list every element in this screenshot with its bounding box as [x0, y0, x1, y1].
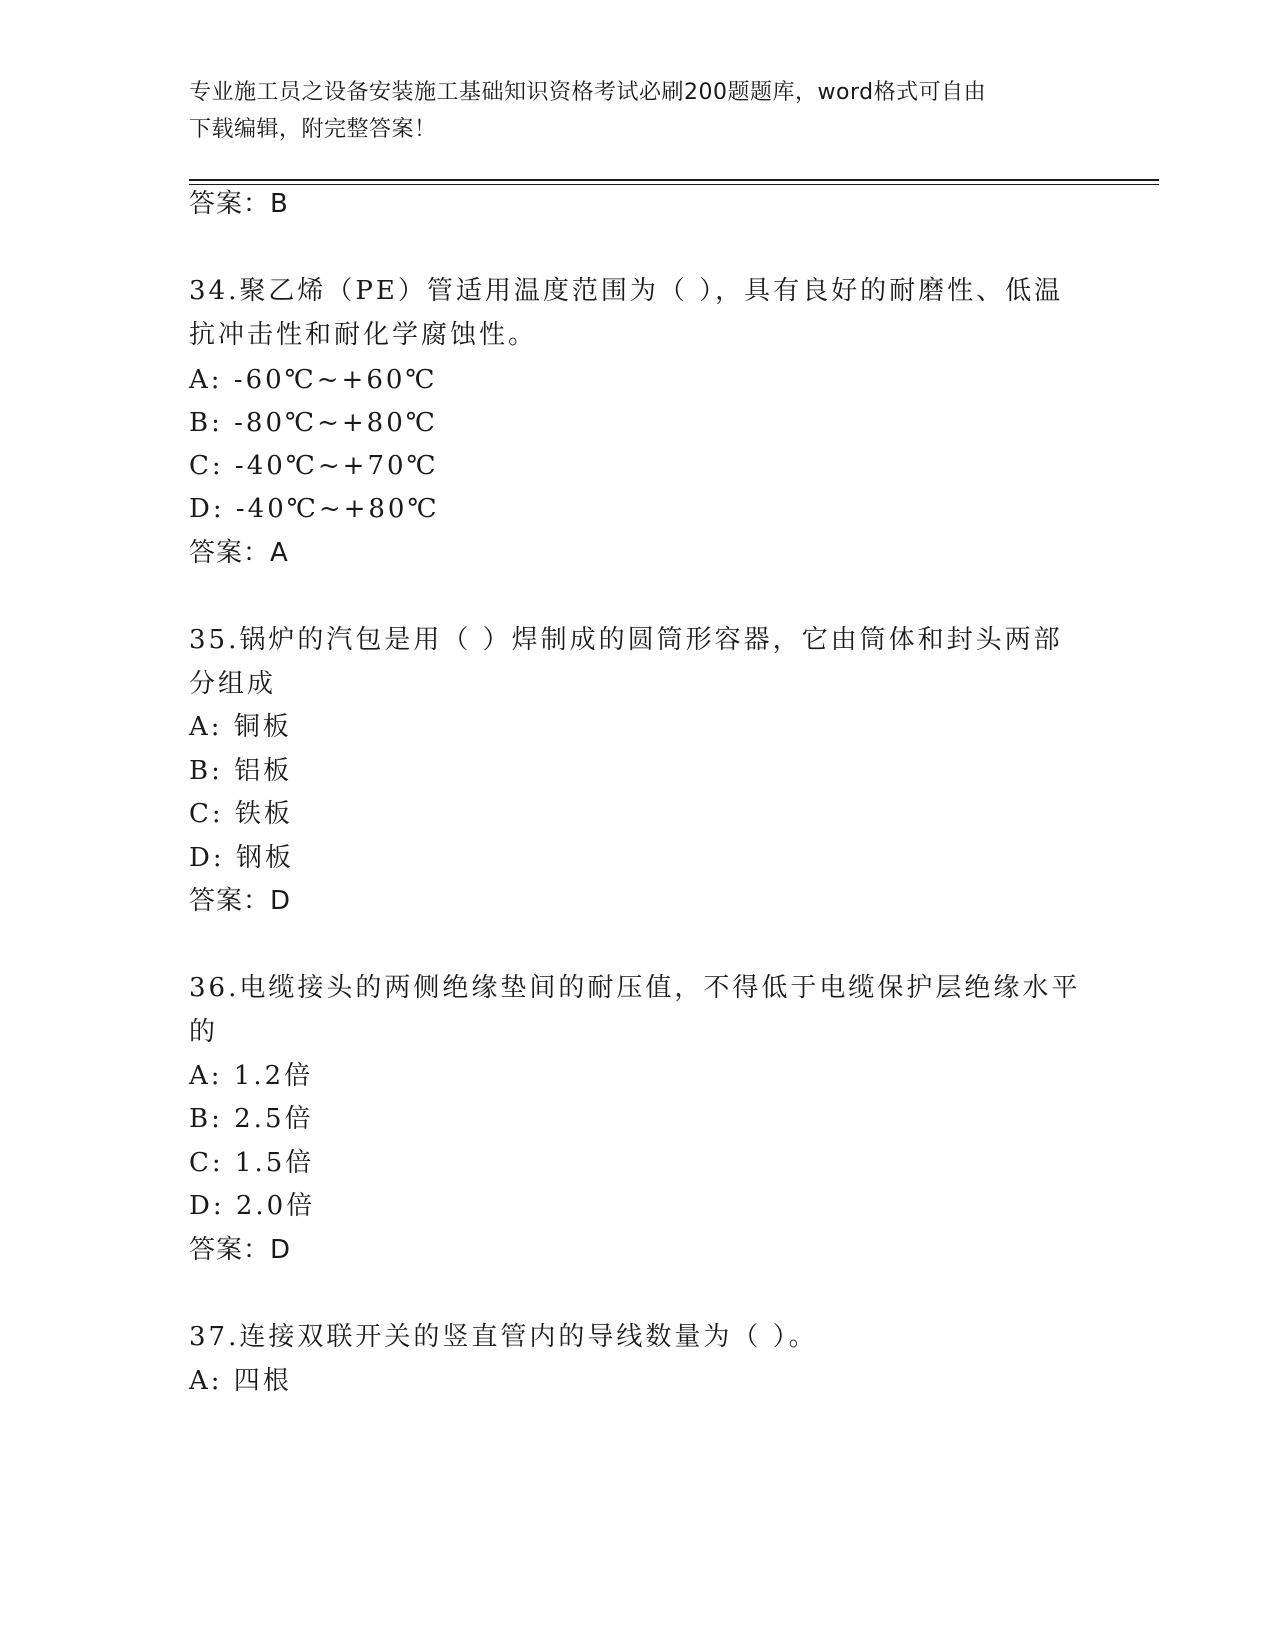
question-35-option-d: D: 钢板 [189, 843, 294, 873]
question-34-option-d: D: -40℃~+80℃ [189, 494, 440, 524]
question-34-text-line-2: 抗冲击性和耐化学腐蚀性。 [189, 320, 538, 350]
previous-answer: 答案：B [189, 189, 289, 219]
question-36-text-line-1: 36.电缆接头的两侧绝缘垫间的耐压值，不得低于电缆保护层绝缘水平 [189, 973, 1081, 1003]
question-35-text-line-2: 分组成 [189, 669, 277, 699]
question-36-option-c: C: 1.5倍 [189, 1148, 315, 1178]
question-35-option-a: A: 铜板 [189, 712, 292, 742]
question-36-option-a: A: 1.2倍 [189, 1061, 314, 1091]
header-divider-thick [189, 179, 1159, 181]
question-34-text-line-1: 34.聚乙烯（PE）管适用温度范围为（ ），具有良好的耐磨性、低温 [189, 276, 1064, 306]
question-35-option-c: C: 铁板 [189, 799, 293, 829]
question-35-answer: 答案：D [189, 886, 292, 916]
question-37-text-line-1: 37.连接双联开关的竖直管内的导线数量为（ ）。 [189, 1322, 818, 1352]
question-36-answer: 答案：D [189, 1235, 292, 1265]
question-34-option-b: B: -80℃~+80℃ [189, 408, 438, 438]
question-36-option-b: B: 2.5倍 [189, 1104, 314, 1134]
question-35-option-b: B: 铝板 [189, 756, 293, 786]
question-36-option-d: D: 2.0倍 [189, 1191, 316, 1221]
question-37-option-a: A: 四根 [189, 1366, 292, 1396]
header-line-2: 下载编辑，附完整答案！ [189, 117, 437, 142]
question-35-text-line-1: 35.锅炉的汽包是用（ ）焊制成的圆筒形容器，它由筒体和封头两部 [189, 625, 1063, 655]
question-36-text-line-2: 的 [189, 1017, 219, 1047]
document-header [189, 74, 1089, 148]
header-line-1: 专业施工员之设备安装施工基础知识资格考试必刷200题题库，word格式可自由 [189, 80, 987, 105]
question-34-option-c: C: -40℃~+70℃ [189, 451, 439, 481]
question-34-option-a: A: -60℃~+60℃ [189, 365, 438, 395]
header-divider-thin [189, 184, 1159, 185]
question-34-answer: 答案：A [189, 538, 289, 568]
